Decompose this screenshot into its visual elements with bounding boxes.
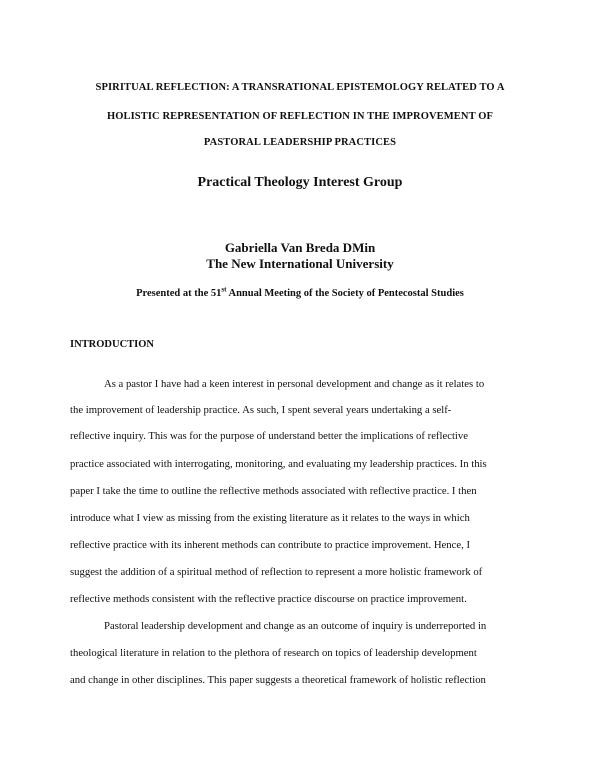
body-line: and change in other disciplines. This paper suggests a theoretical framework of holistic reflection (70, 674, 486, 686)
body-line: the improvement of leadership practice. As such, I spent several years undertaking a self- (70, 404, 452, 416)
presented-prefix: Presented at the 51 (136, 288, 222, 299)
section-heading-introduction: INTRODUCTION (70, 339, 155, 350)
paper-title-line-3: PASTORAL LEADERSHIP PRACTICES (203, 137, 397, 148)
body-line: suggest the addition of a spiritual method of reflection to represent a more holistic framework of (70, 566, 483, 578)
body-line: reflective inquiry. This was for the purpose of understand better the implications of reflective (70, 430, 468, 442)
presented-suffix: Annual Meeting of the Society of Pentecostal Studies (226, 288, 464, 299)
paper-title-line-1: SPIRITUAL REFLECTION: A TRANSRATIONAL EPISTEMOLOGY RELATED TO A (95, 82, 505, 93)
body-line: paper I take the time to outline the reflective methods associated with reflective practice. I then (70, 485, 477, 497)
body-line: Pastoral leadership development and change as an outcome of inquiry is underreported in (104, 620, 487, 632)
body-line: introduce what I view as missing from the existing literature as it relates to the ways in which (70, 512, 470, 524)
ordinal-superscript: st (221, 285, 227, 294)
presented-at-line (40, 285, 560, 299)
author-institution: The New International University (206, 256, 394, 271)
body-line: reflective practice with its inherent methods can contribute to practice improvement. Hence, I (70, 539, 471, 551)
body-line: As a pastor I have had a keen interest in personal development and change as it relates to (104, 378, 485, 390)
body-line: practice associated with interrogating, monitoring, and evaluating my leadership practices. In this (70, 458, 487, 470)
body-line: theological literature in relation to the plethora of research on topics of leadership development (70, 647, 477, 659)
paper-title-line-2: HOLISTIC REPRESENTATION OF REFLECTION IN THE IMPROVEMENT OF (106, 111, 493, 122)
author-block (40, 240, 560, 272)
author-name: Gabriella Van Breda DMin (224, 240, 376, 255)
body-line: reflective methods consistent with the reflective practice discourse on practice improvement. (70, 593, 467, 605)
interest-group-subtitle: Practical Theology Interest Group (197, 175, 403, 190)
